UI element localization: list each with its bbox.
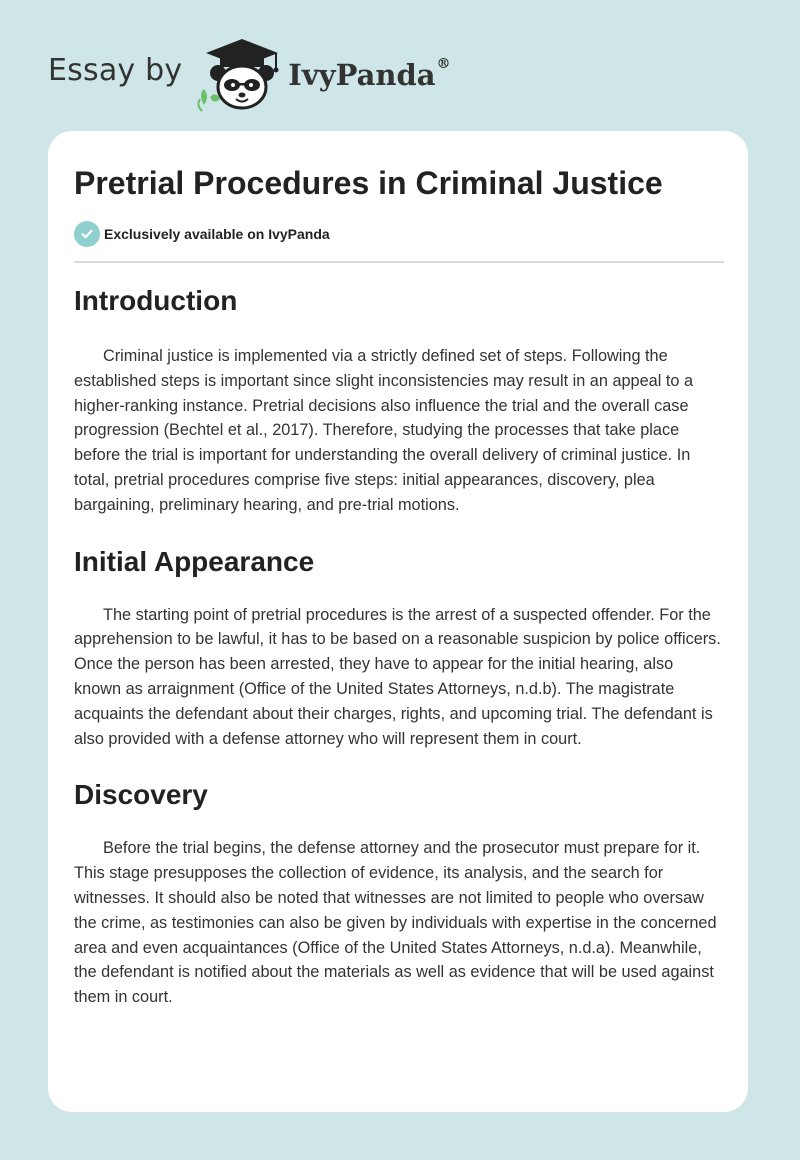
essay-card xyxy=(48,131,748,1112)
brand-name[interactable]: IvyPanda® xyxy=(288,56,451,92)
section-heading-initial-appearance: Initial Appearance xyxy=(74,545,315,577)
title-divider xyxy=(74,261,724,263)
section-heading-introduction: Introduction xyxy=(74,285,238,316)
essay-content xyxy=(74,281,724,1010)
section-heading-discovery: Discovery xyxy=(74,779,208,811)
exclusive-badge-label: Exclusively available on IvyPanda xyxy=(104,226,330,242)
section-paragraph-initial-appearance: The starting point of pretrial procedures is the arrest of a suspected offender. For the apprehension to be lawful, it has to be based on a reasonable suspicion by police officers. Once the person has been arrested, they have to appear for the initial hearing, also known as arraignment (Office of the United States Attorneys, n.d.b). The magistrate acquaints the defendant about their charges, rights, and upcoming trial. The defendant is also provided with a defense attorney who will represent them in court. xyxy=(74,605,721,748)
section-paragraph-introduction: Criminal justice is implemented via a strictly defined set of steps. Following the established steps is important since slight inconsistencies may result in an appeal to a higher-ranking instance. Pretrial decisions also influence the trial and the overall case progression (Bechtel et al., 2017). Therefore, studying the processes that take place before the trial is important for understanding the overall delivery of criminal justice. In total, pretrial procedures comprise five steps: initial appearances, discovery, plea bargaining, preliminary hearing, and pre-trial motions. xyxy=(74,347,694,514)
essay-by-label: Essay by xyxy=(48,52,183,88)
exclusive-badge xyxy=(74,221,330,247)
panda-graduate-logo-icon[interactable] xyxy=(196,35,282,113)
site-header xyxy=(48,34,451,114)
check-circle-icon xyxy=(74,221,100,247)
page-title: Pretrial Procedures in Criminal Justice xyxy=(74,165,663,201)
registered-mark: ® xyxy=(436,56,451,72)
section-paragraph-discovery: Before the trial begins, the defense attorney and the prosecutor must prepare for it. This stage presupposes the collection of evidence, its analysis, and the search for witnesses. It should also be noted that witnesses are not limited to people who oversaw the crime, as testimonies can also be given by individuals with expertise in the concerned area and even acquaintances (Office of the United States Attorneys, n.d.a). Meanwhile, the defendant is notified about the materials as well as evidence that will be used against them in court. xyxy=(74,839,717,1007)
